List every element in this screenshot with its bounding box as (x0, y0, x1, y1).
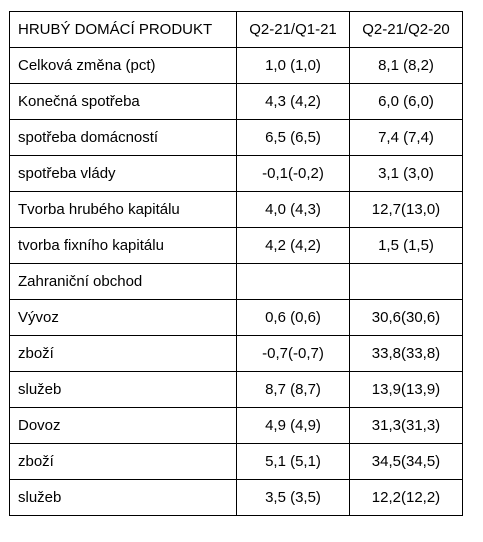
row-value-qoq: -0,1(-0,2) (237, 156, 350, 192)
row-value-yoy: 34,5(34,5) (350, 444, 463, 480)
row-value-qoq: 1,0 (1,0) (237, 48, 350, 84)
header-cell-indicator: HRUBÝ DOMÁCÍ PRODUKT (10, 12, 237, 48)
row-value-qoq: 4,9 (4,9) (237, 408, 350, 444)
row-value-yoy: 3,1 (3,0) (350, 156, 463, 192)
row-value-qoq (237, 264, 350, 300)
row-label: Celková změna (pct) (10, 48, 237, 84)
table-row (10, 372, 463, 408)
row-label: tvorba fixního kapitálu (10, 228, 237, 264)
row-value-qoq: -0,7(-0,7) (237, 336, 350, 372)
row-label: spotřeba vlády (10, 156, 237, 192)
row-value-qoq: 4,3 (4,2) (237, 84, 350, 120)
row-label: Dovoz (10, 408, 237, 444)
table-row (10, 120, 463, 156)
table-header-row (10, 12, 463, 48)
table-row (10, 336, 463, 372)
header-cell-yoy: Q2-21/Q2-20 (350, 12, 463, 48)
row-label: zboží (10, 444, 237, 480)
row-value-yoy (350, 264, 463, 300)
row-label: Vývoz (10, 300, 237, 336)
table-row (10, 192, 463, 228)
table-row (10, 480, 463, 516)
row-value-qoq: 6,5 (6,5) (237, 120, 350, 156)
row-value-qoq: 4,0 (4,3) (237, 192, 350, 228)
row-value-yoy: 13,9(13,9) (350, 372, 463, 408)
row-value-yoy: 12,2(12,2) (350, 480, 463, 516)
row-value-yoy: 1,5 (1,5) (350, 228, 463, 264)
row-value-yoy: 31,3(31,3) (350, 408, 463, 444)
row-value-qoq: 4,2 (4,2) (237, 228, 350, 264)
header-cell-qoq: Q2-21/Q1-21 (237, 12, 350, 48)
row-value-yoy: 7,4 (7,4) (350, 120, 463, 156)
row-value-yoy: 33,8(33,8) (350, 336, 463, 372)
row-value-yoy: 30,6(30,6) (350, 300, 463, 336)
table-row (10, 444, 463, 480)
row-label: spotřeba domácností (10, 120, 237, 156)
table-row (10, 84, 463, 120)
row-value-qoq: 5,1 (5,1) (237, 444, 350, 480)
table-row (10, 228, 463, 264)
table-row (10, 300, 463, 336)
row-value-qoq: 3,5 (3,5) (237, 480, 350, 516)
row-label: zboží (10, 336, 237, 372)
row-value-yoy: 8,1 (8,2) (350, 48, 463, 84)
table-row (10, 48, 463, 84)
row-value-yoy: 12,7(13,0) (350, 192, 463, 228)
gdp-table (9, 11, 463, 516)
row-label: Zahraniční obchod (10, 264, 237, 300)
table-row (10, 408, 463, 444)
row-value-yoy: 6,0 (6,0) (350, 84, 463, 120)
row-value-qoq: 8,7 (8,7) (237, 372, 350, 408)
row-label: služeb (10, 372, 237, 408)
row-label: Tvorba hrubého kapitálu (10, 192, 237, 228)
row-value-qoq: 0,6 (0,6) (237, 300, 350, 336)
table-row (10, 264, 463, 300)
table-row (10, 156, 463, 192)
row-label: služeb (10, 480, 237, 516)
row-label: Konečná spotřeba (10, 84, 237, 120)
